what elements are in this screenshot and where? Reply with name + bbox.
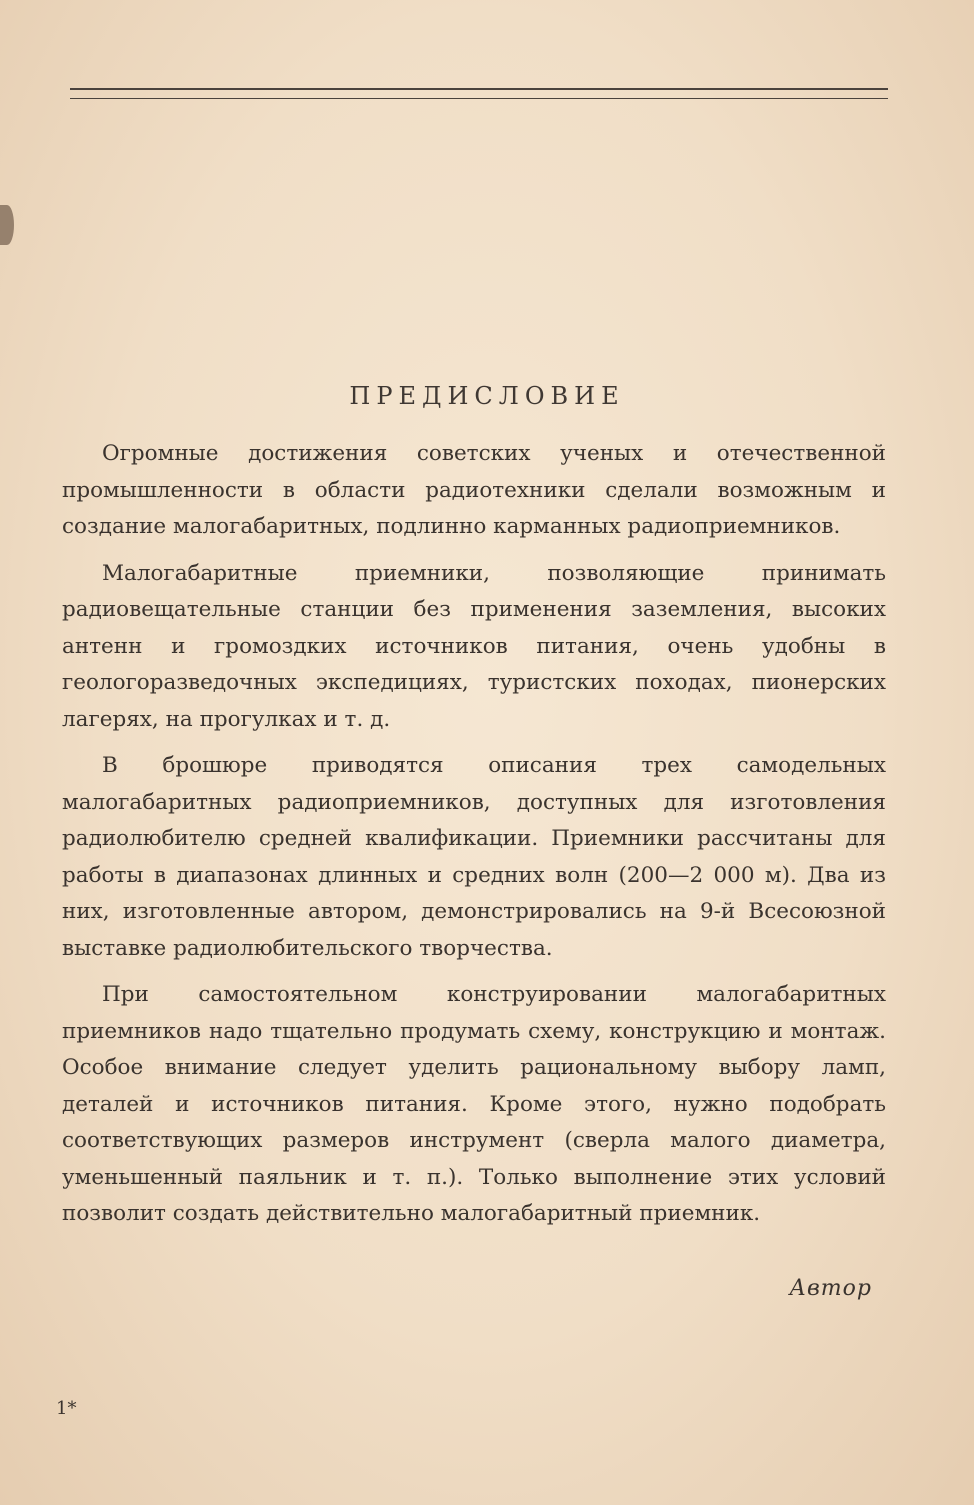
- paragraph-2: Малогабаритные приемники, позволяющие принимать радиовещательные станции без применения заземления, высоких антенн и громоздких источников питания, очень удобны в геологоразведочных экспедициях, туристских походах, пионерских лагерях, на прогулках и т. д.: [62, 560, 886, 732]
- printer-signature-mark: 1*: [56, 1398, 77, 1419]
- paragraph-1: Огромные достижения советских ученых и отечественной промышленности в области радиотехники сделали возможным и создание малогабаритных, подлинно карманных радиоприемников.: [62, 441, 886, 539]
- page-title: ПРЕДИСЛОВИЕ: [349, 382, 625, 410]
- paragraph-4: При самостоятельном конструировании малогабаритных приемников надо тщательно продумать схему, конструкцию и монтаж. Особое внимание следует уделить рациональному выбору ламп, деталей и источников питания. Кроме этого, нужно подобрать соответствующих размеров инструмент (сверла малого диаметра, уменьшенный паяльник и т. п.). Только выполнение этих условий позволит создать действительно малогабаритный приемник.: [62, 982, 886, 1226]
- preface-body: [62, 436, 886, 1243]
- paragraph-3: В брошюре приводятся описания трех самодельных малогабаритных радиоприемников, доступных для изготовления радиолюбителю средней квалификации. Приемники рассчитаны для работы в диапазонах длинных и средних волн (200—2 000 м). Два из них, изготовленные автором, демонстрировались на 9-й Всесоюзной выставке радиолюбительского творчества.: [62, 753, 886, 961]
- author-signature: Автор: [789, 1276, 872, 1301]
- top-double-rule-upper: [70, 88, 888, 90]
- top-double-rule-lower: [70, 98, 888, 99]
- binding-stain: [0, 205, 14, 245]
